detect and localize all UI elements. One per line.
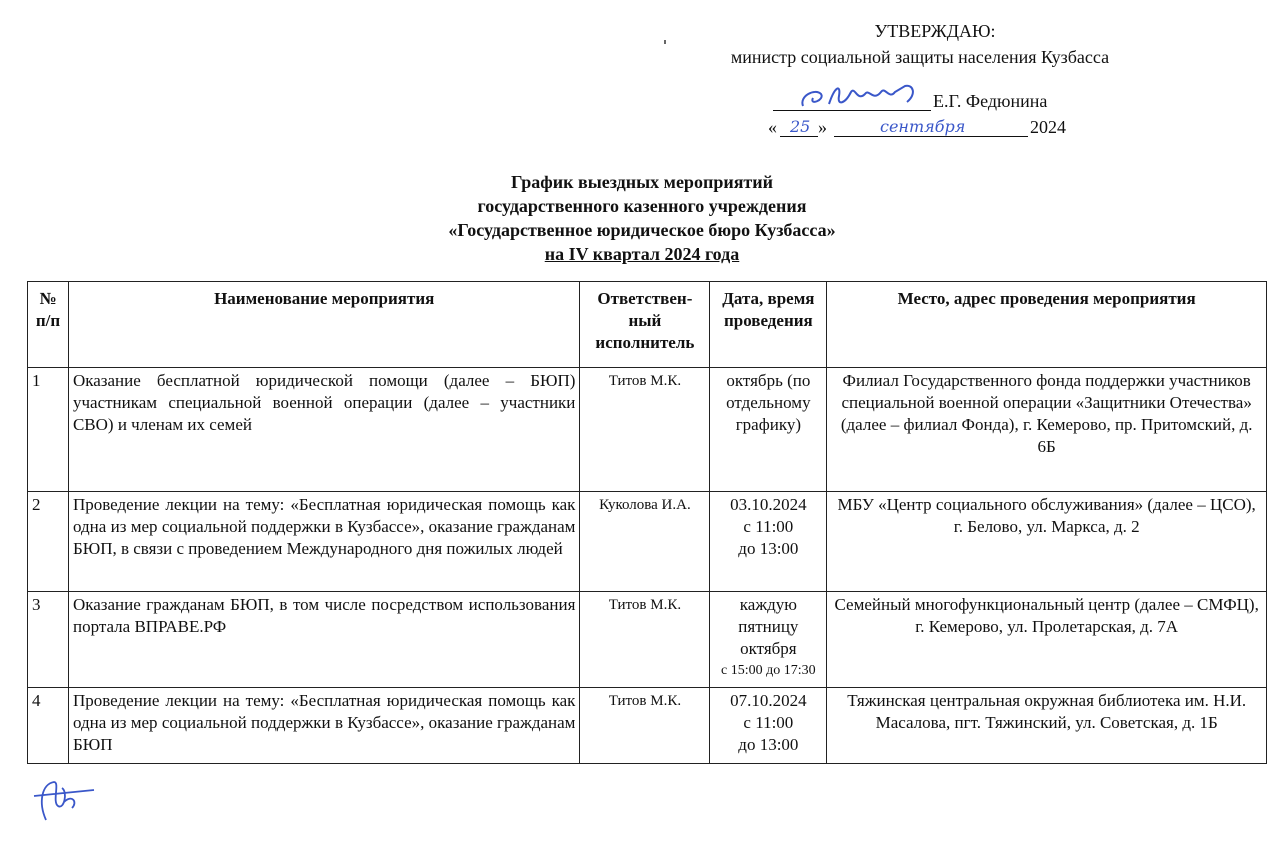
row-responsible: Титов М.К.: [580, 592, 710, 688]
table-row: [28, 368, 1267, 492]
row-responsible: Куколова И.А.: [580, 492, 710, 592]
row-time-from: с 11:00: [743, 713, 794, 732]
document-heading: [290, 170, 994, 266]
row-time-range: с 15:00 до 17:30: [721, 663, 816, 678]
heading-line-1: График выездных мероприятий: [510, 172, 774, 192]
row-datetime: [710, 368, 827, 492]
header-datetime: Дата, время проведения: [710, 282, 827, 368]
row-event-name: Оказание гражданам БЮП, в том числе посредством использования портала ВПРАВЕ.РФ: [68, 592, 579, 688]
row-place: Филиал Государственного фонда поддержки участников специальной военной операции «Защитники Отечества» (далее – филиал Фонда), г. Кемерово, пр. Притомский, д. 6Б: [827, 368, 1267, 492]
row-event-name: Проведение лекции на тему: «Бесплатная юридическая помощь как одна из мер социальной поддержки в Кузбассе», оказание гражданам БЮП, в связи с проведением Международного дня пожилых людей: [68, 492, 579, 592]
schedule-table: [27, 281, 1267, 764]
initials-signature: [28, 772, 98, 826]
row-num: 4: [28, 688, 69, 764]
approval-year: 2024: [1030, 117, 1066, 137]
row-place: Тяжинская центральная окружная библиотека им. Н.И. Масалова, пгт. Тяжинский, ул. Советская, д. 1Б: [827, 688, 1267, 764]
heading-line-4: на IV квартал 2024 года: [544, 244, 740, 264]
row-datetime: [710, 492, 827, 592]
row-num: 2: [28, 492, 69, 592]
row-date: 03.10.2024: [730, 495, 807, 514]
header-place: Место, адрес проведения мероприятия: [827, 282, 1267, 368]
table-header-row: [28, 282, 1267, 368]
table-row: [28, 592, 1267, 688]
quote-open: «: [768, 117, 777, 137]
handwritten-signature: [795, 76, 935, 116]
row-date: октябрь (по отдельному графику): [726, 371, 811, 434]
row-num: 3: [28, 592, 69, 688]
header-responsible: Ответствен-ный исполнитель: [580, 282, 710, 368]
handwritten-month: сентября: [880, 117, 966, 136]
row-place: МБУ «Центр социального обслуживания» (далее – ЦСО), г. Белово, ул. Маркса, д. 2: [827, 492, 1267, 592]
approval-title: УТВЕРЖДАЮ:: [874, 21, 996, 41]
row-time-from: с 11:00: [743, 517, 794, 536]
row-time-to: до 13:00: [738, 539, 799, 558]
table-row: [28, 688, 1267, 764]
row-date: 07.10.2024: [730, 691, 807, 710]
heading-line-2: государственного казенного учреждения: [477, 196, 807, 216]
table-row: [28, 492, 1267, 592]
row-responsible: Титов М.К.: [580, 688, 710, 764]
row-datetime: [710, 688, 827, 764]
heading-line-3: «Государственное юридическое бюро Кузбасса»: [448, 220, 836, 240]
row-time-to: до 13:00: [738, 735, 799, 754]
row-responsible: Титов М.К.: [580, 368, 710, 492]
row-datetime: [710, 592, 827, 688]
row-event-name: Оказание бесплатной юридической помощи (далее – БЮП) участникам специальной военной операции (далее – участники СВО) и членам их семей: [68, 368, 579, 492]
header-name: Наименование мероприятия: [68, 282, 579, 368]
signer-name: Е.Г. Федюнина: [933, 91, 1048, 111]
header-num: № п/п: [28, 282, 69, 368]
approval-date: [768, 114, 1088, 142]
row-num: 1: [28, 368, 69, 492]
row-event-name: Проведение лекции на тему: «Бесплатная юридическая помощь как одна из мер социальной поддержки в Кузбассе», оказание гражданам БЮП: [68, 688, 579, 764]
approval-position: министр социальной защиты населения Кузбасса: [730, 47, 1110, 67]
approval-block: [640, 18, 1200, 137]
handwritten-day: 25: [790, 117, 811, 136]
signature-line: [773, 88, 1073, 114]
row-date: каждую пятницу октября: [738, 595, 799, 658]
quote-close: »: [818, 117, 827, 137]
row-place: Семейный многофункциональный центр (далее – СМФЦ), г. Кемерово, ул. Пролетарская, д. 7А: [827, 592, 1267, 688]
